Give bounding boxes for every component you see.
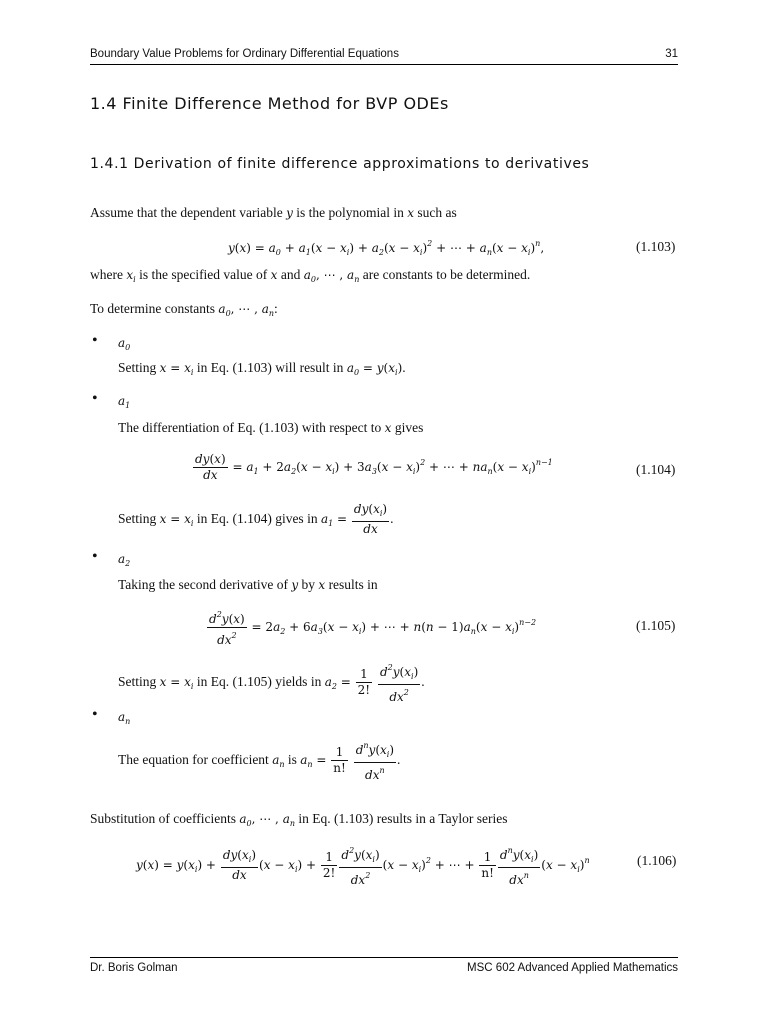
paragraph-a2-take (118, 577, 378, 593)
page-footer (90, 962, 678, 978)
where-text-3: and (280, 267, 301, 282)
subsection-heading: 1.4.1 Derivation of finite difference approximations to derivatives (90, 156, 590, 172)
equation-number-1-105: (1.105) (636, 618, 676, 633)
paragraph-a1-set: Setting $x = x_i$ in Eq. (1.104) gives in $a_1$ = $\frac{dy(x_i)}{dx}$ . (118, 502, 394, 536)
header-title: Boundary Value Problems for Ordinary Differential Equations (90, 48, 399, 60)
paragraph-an: The equation for coefficient $a_n$ is $a_n$ = $\frac{1}{n!}$ $\frac{d^ny(x_i)}{dx^n}$ . (118, 738, 400, 783)
section-heading: 1.4 Finite Difference Method for BVP ODEs (90, 94, 449, 113)
paragraph-where (90, 267, 530, 284)
paragraph-determine: To determine constants $a_0$, ⋯ , $a_n$: (90, 301, 278, 318)
math-y: y (291, 578, 299, 592)
bullet-marker: • (92, 706, 98, 723)
math-x-equals-xi: $x = x_i$ (159, 361, 194, 377)
bullet-item-an: $a_n$ (118, 710, 131, 726)
setting-text: Setting (118, 360, 157, 375)
setting-text: Setting (118, 511, 157, 526)
math-x: x (270, 268, 278, 282)
math-a1-result: $a_1$ = $\frac{dy(x_i)}{dx}$ (320, 502, 388, 536)
math-an-result: $a_n$ = $\frac{1}{n!}$ $\frac{d^ny(x_i)}{dx^n}$ (300, 753, 397, 767)
header-rule (90, 64, 678, 65)
bullet-marker: • (92, 332, 98, 349)
a0-text: in Eq. (1.103) will result in (196, 360, 344, 375)
paragraph-a0: Setting $x = x_i$ in Eq. (1.103) will result in $a_0 = y(x_i)$. (118, 360, 406, 377)
page-number: 31 (665, 48, 678, 60)
where-text-1: where (90, 267, 123, 282)
a2-take-text-3: results in (328, 577, 378, 592)
math-y: y (286, 206, 293, 220)
subst-text-2: in Eq. (1.103) results in a Taylor series (298, 811, 508, 826)
math-an: $a_n$ (272, 753, 285, 769)
math-x-equals-xi: $x = x_i$ (159, 675, 194, 691)
paragraph-a1-diff (118, 420, 423, 436)
equation-1-106: $y(x) = y(x_i)$ + $\frac{dy(x_i)}{dx}$ $(x - x_i)$ + $\frac{1}{2!}$ $\frac{d^2y(x_i)}{dx^2}$ $(x - x_i)^2$ + ⋯ + $\frac{1}{n!}$ $\frac{d^ny(x_i)}{dx^n}$ $(x - x_i)^n$ (136, 843, 590, 888)
assume-text-2: is the polynomial in (296, 205, 404, 220)
math-xi: $x_i$ (126, 268, 136, 284)
determine-text: To determine constants (90, 301, 216, 316)
math-a0-result: $a_0 = y(x_i)$ (346, 361, 403, 377)
equation-1-104: $\frac{dy(x)}{dx}$ = $a_1 + 2a_2(x - x_i) + 3a_3(x - x_i)^2$ + ⋯ + $na_n(x - x_i)^{n-1}$ (195, 452, 553, 482)
equation-number-1-104: (1.104) (636, 462, 676, 477)
where-text-4: are constants to be determined. (362, 267, 531, 282)
math-a0-an: $a_0$, ⋯ , $a_n$ (303, 268, 360, 284)
assume-text-3: such as (417, 205, 457, 220)
subst-text-1: Substitution of coefficients (90, 811, 236, 826)
a2-take-text-1: Taking the second derivative of (118, 577, 288, 592)
math-x: x (384, 421, 392, 435)
a1-diff-text-1: The differentiation of Eq. (1.103) with respect to (118, 420, 382, 435)
page-header (90, 48, 678, 64)
an-text-1: The equation for coefficient (118, 752, 269, 767)
bullet-item-a1: $a_1$ (118, 394, 131, 410)
paragraph-assume (90, 205, 457, 221)
an-text-2: is (287, 752, 297, 767)
math-a2-result: $a_2$ = $\frac{1}{2!}$ $\frac{d^2y(x_i)}{dx^2}$ (325, 675, 422, 689)
a1-diff-text-2: gives (394, 420, 424, 435)
bullet-marker: • (92, 390, 98, 407)
footer-course: MSC 602 Advanced Applied Mathematics (467, 962, 678, 974)
paragraph-a2-set: Setting $x = x_i$ in Eq. (1.105) yields in $a_2$ = $\frac{1}{2!}$ $\frac{d^2y(x_i)}{dx^2}$ . (118, 660, 425, 705)
a1-set-text: in Eq. (1.104) gives in (196, 511, 318, 526)
a2-set-text: in Eq. (1.105) yields in (196, 674, 322, 689)
equation-number-1-103: (1.103) (636, 239, 676, 254)
math-a0-an: $a_0$, ⋯ , $a_n$ (218, 302, 275, 318)
bullet-item-a0: $a_0$ (118, 336, 131, 352)
footer-author: Dr. Boris Golman (90, 962, 178, 974)
math-a0-an: $a_0$, ⋯ , $a_n$ (239, 812, 295, 828)
paragraph-substitution (90, 811, 508, 828)
bullet-item-a2: $a_2$ (118, 552, 131, 568)
bullet-marker: • (92, 548, 98, 565)
setting-text: Setting (118, 674, 157, 689)
assume-text-1: Assume that the dependent variable (90, 205, 283, 220)
equation-1-105: $\frac{d^2y(x)}{dx^2}$ = $2a_2 + 6a_3(x - x_i)$ + ⋯ + $n(n - 1)a_n(x - x_i)^{n-2}$ (206, 607, 536, 648)
equation-number-1-106: (1.106) (637, 853, 677, 868)
math-x-equals-xi: $x = x_i$ (159, 512, 194, 528)
where-text-2: is the specified value of (139, 267, 268, 282)
math-x: x (318, 578, 326, 592)
math-x: x (407, 206, 414, 220)
equation-1-103: $y(x) = a_0 + a_1(x - x_i) + a_2(x - x_i)^2$ + ⋯ + $a_n(x - x_i)^n$, (228, 239, 545, 257)
footer-rule (90, 957, 678, 958)
a2-take-text-2: by (301, 577, 316, 592)
